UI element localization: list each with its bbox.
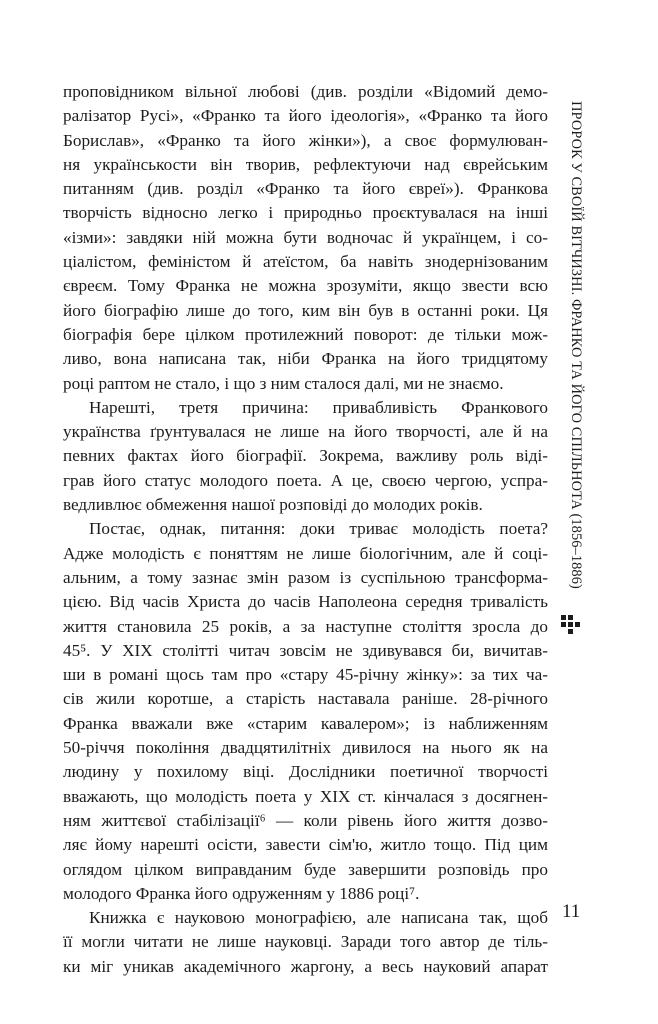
running-head [563, 80, 589, 610]
text-line: ведливлює обмеження нашої розповіді до молодих років. [63, 495, 483, 515]
text-line: Франка вважали вже «старим кавалером»; із наближенням [63, 713, 548, 733]
text-line: ливо, вона написана так, ніби Франка на його тридцятому [63, 349, 548, 369]
ornament-squares-icon [561, 615, 581, 635]
text-line: ня українськости він творив, рефлектуючи над єврейським [63, 154, 548, 174]
text-line: його біографію лише до того, ким він був в останні роки. Ця [63, 300, 548, 320]
text-line: 50-річчя покоління двадцятилітніх дивилося на нього як на [63, 738, 548, 758]
text-line: ралізатор Русі», «Франко та його ідеологія», «Франко та його [63, 106, 548, 126]
text-line: Борислав», «Франко та його жінки»), а своє формулюван- [63, 130, 548, 150]
text-line: певних фактах його біографії. Зокрема, важливу роль віді- [63, 446, 548, 466]
paragraph-first-line: Нарешті, третя причина: привабливість Франкового [89, 397, 548, 417]
text-line: ки міг уникав академічного жаргону, а весь науковий апарат [63, 956, 548, 976]
text-line: творчість відносно легко і природньо проєктувалася на інші [63, 203, 548, 223]
running-head-text: ПРОРОК У СВОЇЙ ВІТЧИЗНІ. ФРАНКО ТА ЙОГО СПІЛЬНОТА (1856–1886) [568, 101, 584, 589]
text-line: оглядом цілком виправданим буде завершити розповідь про [63, 859, 548, 879]
text-line: українства ґрунтувалася не лише на його творчості, але й на [63, 422, 548, 442]
text-line: грав його статус молодого поета. А це, своєю чергою, успра- [63, 470, 548, 490]
text-line: євреєм. Тому Франка не можна зрозуміти, якщо звести всю [63, 276, 548, 296]
text-line: життя становила 25 років, а за наступне століття зросла до [63, 616, 548, 636]
text-line: людину у похилому віці. Дослідники поетичної творчості [63, 762, 548, 782]
text-line: її могли читати не лише науковці. Заради того автор де тіль- [63, 932, 548, 952]
paragraph-first-line: Книжка є науковою монографією, але написана так, щоб [89, 908, 548, 928]
text-line: альним, а тому зазнає змін разом із суспільною трансформа- [63, 567, 548, 587]
body-text [63, 80, 548, 979]
text-line: біографія бере цілком протилежний поворот: де тільки мож- [63, 324, 548, 344]
text-line: сів жили коротше, а старість наставала раніше. 28-річного [63, 689, 548, 709]
text-line: ціалістом, феміністом й атеїстом, ба навіть знодернізованим [63, 252, 548, 272]
text-line: ши в романі щось там про «стару 45-річну жінку»: за тих ча- [63, 665, 548, 685]
text-line: молодого Франка його одруженням у 1886 році⁷. [63, 883, 420, 903]
text-line: «ізми»: завдяки ній можна бути водночас й українцем, і со- [63, 227, 548, 247]
text-line: Адже молодість є поняттям не лише біологічним, але й соці- [63, 543, 548, 563]
page-number: 11 [562, 901, 581, 922]
text-line: ляє йому нарешті осісти, завести сім'ю, житло тощо. Під цим [63, 835, 548, 855]
text-line: питанням (див. розділ «Франко та його євреї»). Франкова [63, 179, 548, 199]
text-line: проповідником вільної любові (див. розділи «Відомий демо- [63, 82, 548, 101]
paragraph-first-line: Постає, однак, питання: доки триває молодість поета? [89, 519, 548, 539]
text-line: вважають, що молодість поета у XIX ст. кінчалася з досягнен- [63, 786, 548, 806]
text-line: ням життєвої стабілізації⁶ — коли рівень його життя дозво- [63, 810, 548, 830]
text-line: році раптом не стало, і що з ним сталося далі, ми не знаємо. [63, 373, 504, 393]
text-line: цією. Від часів Христа до часів Наполеона середня тривалість [63, 592, 548, 612]
text-line: 45⁵. У XIX столітті читач зовсім не здивувався би, вичитав- [63, 640, 548, 660]
